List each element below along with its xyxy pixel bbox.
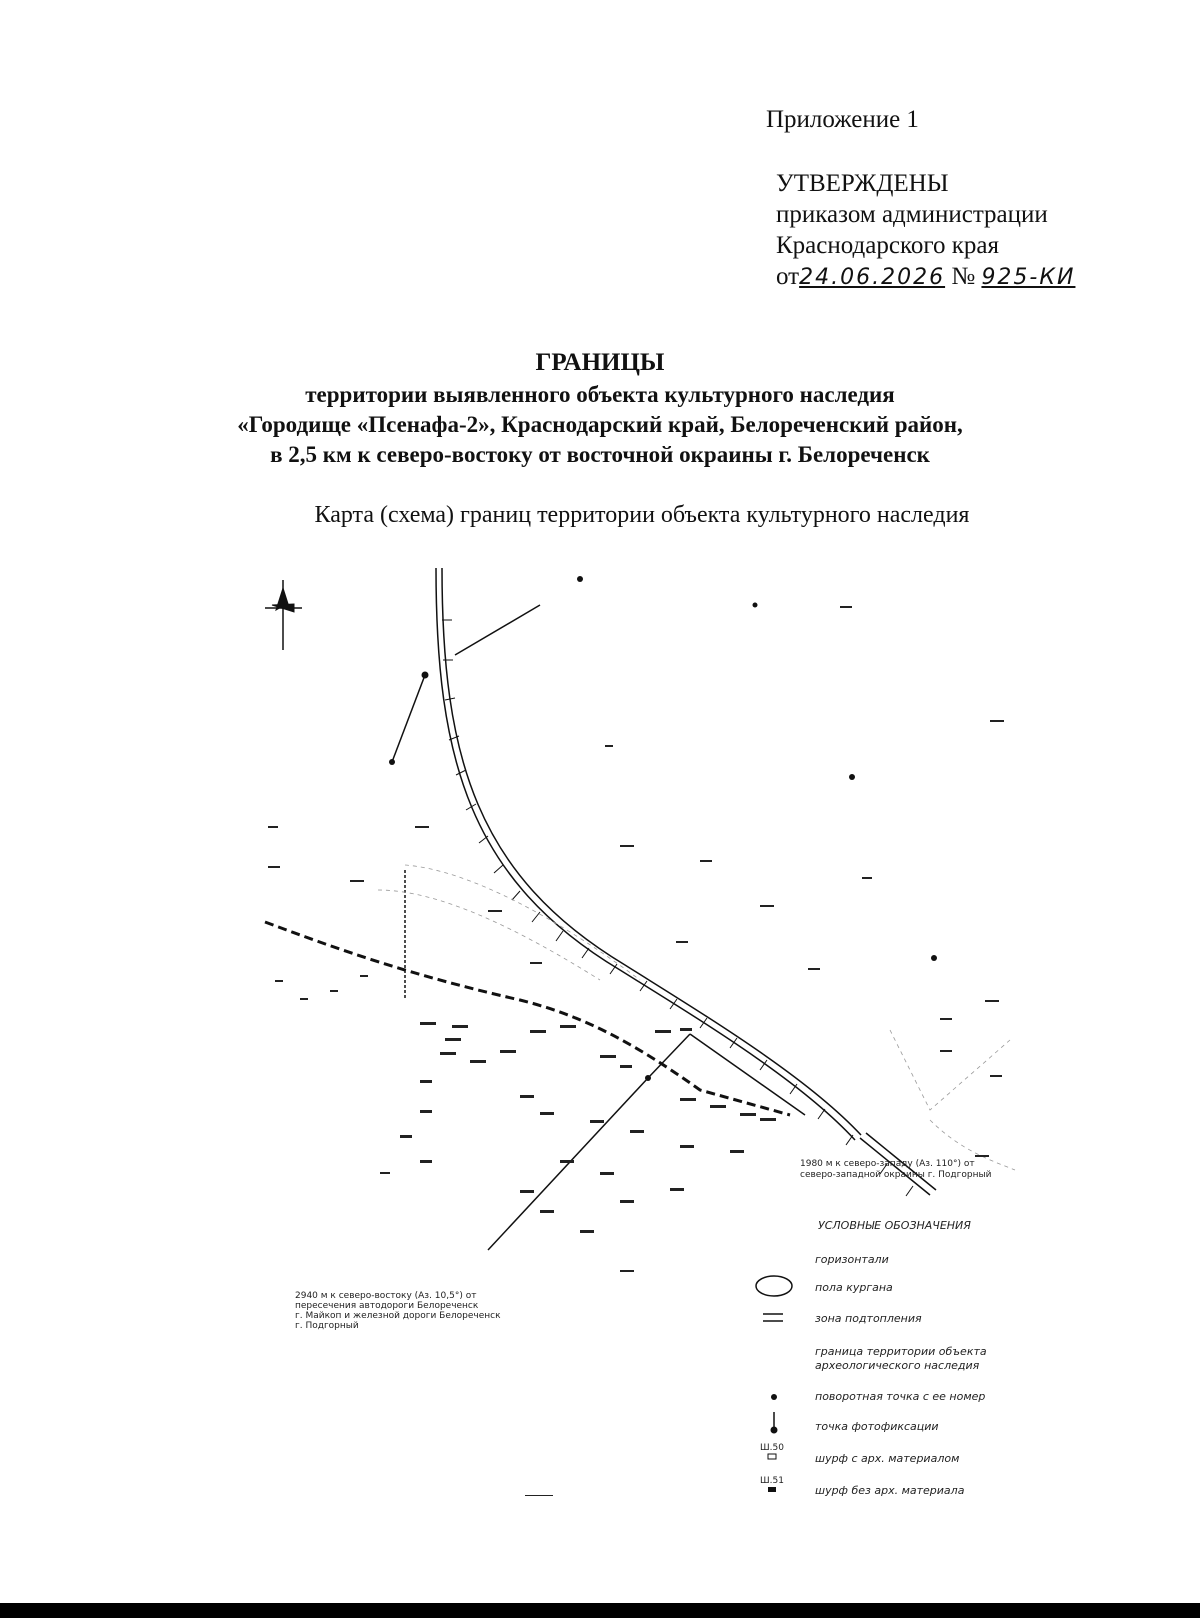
document-title bbox=[0, 348, 1200, 470]
region-label: Краснодарского края bbox=[776, 232, 999, 259]
title-line-3: в 2,5 км к северо-востоку от восточной окраины г. Белореченск bbox=[270, 442, 930, 467]
pit-with-icon bbox=[768, 1454, 776, 1459]
note-left-line-3: г. Майкоп и железной дороги Белореченск bbox=[295, 1311, 501, 1321]
dashed-road bbox=[265, 922, 790, 1115]
boundary-map bbox=[0, 560, 1200, 1520]
distance-note-right bbox=[800, 1159, 992, 1180]
legend-flood: зона подтопления bbox=[815, 1312, 922, 1325]
appendix-label: Приложение 1 bbox=[766, 106, 919, 133]
turn-point-icon bbox=[771, 1394, 777, 1400]
note-left-line-4: г. Подгорный bbox=[295, 1321, 359, 1331]
flood-zone-icon bbox=[763, 1314, 783, 1321]
title-line-1: территории выявленного объекта культурного наследия bbox=[305, 382, 895, 407]
approval-block bbox=[776, 168, 1075, 293]
note-left-line-1: 2940 м к северо-востоку (Аз. 10,5°) от bbox=[295, 1291, 477, 1301]
legend-boundary-2: археологического наследия bbox=[815, 1359, 980, 1372]
legend-title: УСЛОВНЫЕ ОБОЗНАЧЕНИЯ bbox=[818, 1219, 971, 1232]
note-right-line-1: 1980 м к северо-западу (Аз. 110°) от bbox=[800, 1159, 975, 1169]
legend-pit-without: шурф без арх. материала bbox=[815, 1484, 965, 1497]
map-legend bbox=[756, 1219, 987, 1497]
title-line-2: «Городище «Псенафа-2», Краснодарский край, Белореченский район, bbox=[237, 412, 963, 437]
pit-without-label: Ш.51 bbox=[760, 1476, 784, 1486]
legend-horizontals: горизонтали bbox=[815, 1253, 889, 1266]
date-number-line bbox=[776, 261, 1075, 293]
number-prefix: № bbox=[951, 263, 976, 290]
legend-turn-point: поворотная точка с ее номер bbox=[815, 1390, 986, 1403]
distance-note-left bbox=[295, 1291, 501, 1331]
note-left-line-2: пересечения автодороги Белореченск bbox=[295, 1301, 479, 1311]
by-order-label: приказом администрации bbox=[776, 201, 1048, 228]
legend-photo-point: точка фотофиксации bbox=[815, 1420, 939, 1433]
note-right-line-2: северо-западной окраины г. Подгорный bbox=[800, 1170, 992, 1180]
legend-boundary-1: граница территории объекта bbox=[815, 1345, 987, 1358]
handwritten-number: 925-КИ bbox=[981, 265, 1076, 290]
legend-mound: пола кургана bbox=[815, 1281, 893, 1294]
scan-bottom-edge bbox=[0, 1603, 1200, 1618]
photo-point-icon bbox=[771, 1412, 777, 1433]
handwritten-date: 24.06.2026 bbox=[799, 265, 946, 290]
north-arrow-icon bbox=[265, 580, 302, 650]
date-prefix: от bbox=[776, 263, 800, 290]
legend-pit-with: шурф с арх. материалом bbox=[815, 1452, 960, 1465]
railway-line bbox=[436, 568, 936, 1196]
map-subtitle: Карта (схема) границ территории объекта культурного наследия bbox=[314, 502, 970, 528]
approved-label: УТВЕРЖДЕНЫ bbox=[776, 170, 949, 197]
turn-points bbox=[389, 576, 937, 1081]
pit-without-icon bbox=[768, 1487, 776, 1492]
site-boundary bbox=[392, 605, 805, 1250]
mound-icon bbox=[756, 1276, 792, 1296]
pit-with-label: Ш.50 bbox=[760, 1443, 784, 1453]
title-main: ГРАНИЦЫ bbox=[535, 349, 665, 376]
